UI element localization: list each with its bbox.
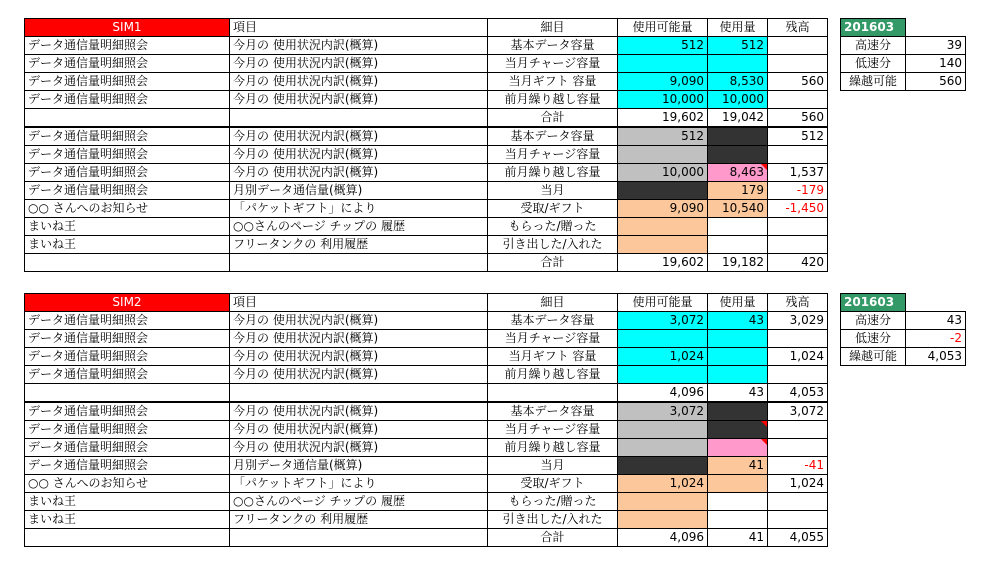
- table-row: [25, 439, 828, 457]
- table-row: [25, 73, 828, 91]
- table-cell[interactable]: [618, 457, 708, 475]
- table-row: [25, 475, 828, 493]
- table-cell[interactable]: [708, 475, 768, 493]
- table-cell[interactable]: 8,463: [708, 164, 768, 182]
- table-cell[interactable]: もらった/贈った: [488, 218, 618, 236]
- table-cell[interactable]: データ通信量明細照会: [25, 55, 230, 73]
- table-cell[interactable]: 4,053: [768, 384, 828, 403]
- table-cell[interactable]: 基本データ容量: [488, 312, 618, 330]
- table-cell[interactable]: [618, 236, 708, 254]
- table-cell[interactable]: 今月の 使用状況内訳(概算): [230, 73, 488, 91]
- table-cell[interactable]: 512: [618, 37, 708, 55]
- table-cell[interactable]: 今月の 使用状況内訳(概算): [230, 312, 488, 330]
- table-cell[interactable]: [768, 55, 828, 73]
- table-row: [25, 55, 828, 73]
- table-row: [25, 164, 828, 182]
- table-cell[interactable]: [768, 366, 828, 384]
- summary-value[interactable]: 4,053: [906, 348, 966, 366]
- table-cell[interactable]: 1,024: [768, 475, 828, 493]
- summary-label[interactable]: 繰越可能: [841, 348, 906, 366]
- column-header[interactable]: 使用可能量: [618, 294, 708, 312]
- table-cell[interactable]: [618, 421, 708, 439]
- table-cell[interactable]: 「パケットギフト」により: [230, 200, 488, 218]
- table-cell[interactable]: データ通信量明細照会: [25, 182, 230, 200]
- table-cell[interactable]: 基本データ容量: [488, 402, 618, 421]
- table-cell[interactable]: [708, 511, 768, 529]
- summary-label[interactable]: 高速分: [841, 37, 906, 55]
- table-cell[interactable]: 1,024: [618, 348, 708, 366]
- table-cell[interactable]: 今月の 使用状況内訳(概算): [230, 164, 488, 182]
- table-cell[interactable]: [25, 384, 230, 403]
- table-cell[interactable]: 当月チャージ容量: [488, 146, 618, 164]
- table-cell[interactable]: [708, 127, 768, 146]
- table-cell[interactable]: [618, 146, 708, 164]
- table-cell[interactable]: [708, 330, 768, 348]
- table-cell[interactable]: 前月繰り越し容量: [488, 91, 618, 109]
- table-row: [25, 91, 828, 109]
- table-cell[interactable]: 1,024: [768, 348, 828, 366]
- table-cell[interactable]: 「パケットギフト」により: [230, 475, 488, 493]
- sim2-summary-table: [840, 293, 966, 366]
- sim1-table: [24, 18, 828, 272]
- table-cell[interactable]: 10,540: [708, 200, 768, 218]
- table-cell[interactable]: [230, 384, 488, 403]
- summary-title: 201603: [841, 19, 906, 37]
- table-cell[interactable]: 当月チャージ容量: [488, 55, 618, 73]
- sim1-summary-table: [840, 18, 966, 91]
- table-cell[interactable]: [708, 366, 768, 384]
- table-cell[interactable]: 合計: [488, 109, 618, 128]
- column-header[interactable]: 細目: [488, 19, 618, 37]
- column-header[interactable]: 使用量: [708, 294, 768, 312]
- table-cell[interactable]: 1,024: [618, 475, 708, 493]
- table-cell[interactable]: [708, 439, 768, 457]
- table-cell[interactable]: データ通信量明細照会: [25, 127, 230, 146]
- table-cell[interactable]: 当月チャージ容量: [488, 421, 618, 439]
- table-cell[interactable]: 19,602: [618, 254, 708, 272]
- table-cell[interactable]: 前月繰り越し容量: [488, 366, 618, 384]
- summary-title-row: [841, 294, 966, 312]
- table-row: [25, 218, 828, 236]
- table-row: [25, 37, 828, 55]
- table-row: [25, 511, 828, 529]
- table-row: [25, 312, 828, 330]
- sim2-table: [24, 293, 828, 547]
- summary-label[interactable]: 繰越可能: [841, 73, 906, 91]
- table-row: [25, 200, 828, 218]
- table-cell[interactable]: 基本データ容量: [488, 127, 618, 146]
- table-cell[interactable]: [230, 529, 488, 547]
- column-header[interactable]: 残高: [768, 19, 828, 37]
- table-row: [25, 127, 828, 146]
- table-cell[interactable]: 4,096: [618, 384, 708, 403]
- summary-label[interactable]: 低速分: [841, 55, 906, 73]
- table-cell[interactable]: 前月繰り越し容量: [488, 164, 618, 182]
- table-cell[interactable]: [768, 91, 828, 109]
- total-row: [25, 384, 828, 403]
- table-cell[interactable]: 10,000: [618, 164, 708, 182]
- table-cell[interactable]: もらった/贈った: [488, 493, 618, 511]
- table-cell[interactable]: データ通信量明細照会: [25, 312, 230, 330]
- table-cell[interactable]: [708, 421, 768, 439]
- table-cell[interactable]: [618, 218, 708, 236]
- table-cell[interactable]: 当月ギフト 容量: [488, 73, 618, 91]
- table-cell[interactable]: [768, 439, 828, 457]
- column-header[interactable]: 項目: [230, 19, 488, 37]
- table-cell[interactable]: 560: [768, 73, 828, 91]
- table-cell[interactable]: 受取/ギフト: [488, 475, 618, 493]
- table-cell[interactable]: [230, 254, 488, 272]
- table-cell[interactable]: 今月の 使用状況内訳(概算): [230, 146, 488, 164]
- table-cell[interactable]: [768, 146, 828, 164]
- table-cell[interactable]: -41: [768, 457, 828, 475]
- summary-value[interactable]: 43: [906, 312, 966, 330]
- header-row: [25, 294, 828, 312]
- table-cell[interactable]: [708, 348, 768, 366]
- summary-row: [841, 37, 966, 55]
- table-cell[interactable]: [768, 511, 828, 529]
- summary-row: [841, 312, 966, 330]
- table-cell[interactable]: 19,182: [708, 254, 768, 272]
- table-cell[interactable]: [618, 330, 708, 348]
- table-cell[interactable]: フリータンクの 利用履歴: [230, 236, 488, 254]
- summary-value[interactable]: 560: [906, 73, 966, 91]
- table-row: [25, 146, 828, 164]
- table-cell[interactable]: ○○ さんへのお知らせ: [25, 200, 230, 218]
- table-cell[interactable]: [768, 236, 828, 254]
- table-cell[interactable]: 8,530: [708, 73, 768, 91]
- table-cell[interactable]: 今月の 使用状況内訳(概算): [230, 348, 488, 366]
- table-cell[interactable]: 10,000: [708, 91, 768, 109]
- column-header[interactable]: 細目: [488, 294, 618, 312]
- table-cell[interactable]: データ通信量明細照会: [25, 348, 230, 366]
- table-cell[interactable]: 引き出した/入れた: [488, 236, 618, 254]
- table-cell[interactable]: 9,090: [618, 200, 708, 218]
- table-cell[interactable]: データ通信量明細照会: [25, 37, 230, 55]
- column-header[interactable]: 残高: [768, 294, 828, 312]
- summary-value[interactable]: 140: [906, 55, 966, 73]
- table-cell[interactable]: -1,450: [768, 200, 828, 218]
- table-row: [25, 493, 828, 511]
- table-cell[interactable]: 19,602: [618, 109, 708, 128]
- table-cell[interactable]: [768, 218, 828, 236]
- table-cell[interactable]: [618, 493, 708, 511]
- table-cell[interactable]: 今月の 使用状況内訳(概算): [230, 366, 488, 384]
- table-cell[interactable]: [618, 511, 708, 529]
- table-cell[interactable]: データ通信量明細照会: [25, 91, 230, 109]
- summary-row: [841, 73, 966, 91]
- column-header[interactable]: 使用量: [708, 19, 768, 37]
- column-header[interactable]: 項目: [230, 294, 488, 312]
- table-cell[interactable]: [708, 146, 768, 164]
- table-cell[interactable]: 3,072: [618, 402, 708, 421]
- table-cell[interactable]: 43: [708, 384, 768, 403]
- table-cell[interactable]: データ通信量明細照会: [25, 402, 230, 421]
- table-cell[interactable]: [25, 529, 230, 547]
- table-cell[interactable]: 4,096: [618, 529, 708, 547]
- table-row: [25, 330, 828, 348]
- table-cell[interactable]: 560: [768, 109, 828, 128]
- table-cell[interactable]: 512: [768, 127, 828, 146]
- table-row: [25, 366, 828, 384]
- table-cell[interactable]: まいね王: [25, 511, 230, 529]
- table-cell[interactable]: [488, 384, 618, 403]
- table-cell[interactable]: 3,029: [768, 312, 828, 330]
- summary-value[interactable]: 39: [906, 37, 966, 55]
- table-cell[interactable]: 基本データ容量: [488, 37, 618, 55]
- table-cell[interactable]: [768, 37, 828, 55]
- summary-value[interactable]: -2: [906, 330, 966, 348]
- table-cell[interactable]: 41: [708, 529, 768, 547]
- table-cell[interactable]: 今月の 使用状況内訳(概算): [230, 439, 488, 457]
- table-cell[interactable]: [708, 236, 768, 254]
- table-row: [25, 348, 828, 366]
- table-cell[interactable]: [618, 182, 708, 200]
- table-cell[interactable]: 512: [708, 37, 768, 55]
- table-cell[interactable]: 今月の 使用状況内訳(概算): [230, 330, 488, 348]
- table-cell[interactable]: [230, 109, 488, 128]
- total-row: [25, 529, 828, 547]
- summary-title: 201603: [841, 294, 906, 312]
- table-cell[interactable]: 3,072: [768, 402, 828, 421]
- table-cell[interactable]: 当月: [488, 457, 618, 475]
- table-cell[interactable]: 10,000: [618, 91, 708, 109]
- table-cell[interactable]: 当月: [488, 182, 618, 200]
- table-cell[interactable]: 月別データ通信量(概算): [230, 182, 488, 200]
- table-cell[interactable]: 受取/ギフト: [488, 200, 618, 218]
- table-cell[interactable]: データ通信量明細照会: [25, 366, 230, 384]
- table-row: [25, 182, 828, 200]
- table-row: [25, 402, 828, 421]
- table-cell[interactable]: [25, 254, 230, 272]
- table-cell[interactable]: データ通信量明細照会: [25, 146, 230, 164]
- summary-row: [841, 348, 966, 366]
- table-cell[interactable]: 合計: [488, 529, 618, 547]
- table-cell[interactable]: 今月の 使用状況内訳(概算): [230, 421, 488, 439]
- total-row: [25, 109, 828, 128]
- blank-cell: [906, 294, 966, 312]
- table-cell[interactable]: [618, 55, 708, 73]
- table-cell[interactable]: まいね王: [25, 218, 230, 236]
- summary-row: [841, 55, 966, 73]
- table-cell[interactable]: データ通信量明細照会: [25, 421, 230, 439]
- column-header[interactable]: 使用可能量: [618, 19, 708, 37]
- table-cell[interactable]: 引き出した/入れた: [488, 511, 618, 529]
- table-cell[interactable]: 41: [708, 457, 768, 475]
- table-cell[interactable]: 合計: [488, 254, 618, 272]
- table-cell[interactable]: まいね王: [25, 236, 230, 254]
- total-row: [25, 254, 828, 272]
- table-cell[interactable]: ○○さんのページ チップの 履歴: [230, 218, 488, 236]
- summary-label[interactable]: 高速分: [841, 312, 906, 330]
- table-cell[interactable]: 420: [768, 254, 828, 272]
- summary-label[interactable]: 低速分: [841, 330, 906, 348]
- column-header[interactable]: SIM1: [25, 19, 230, 37]
- table-cell[interactable]: まいね王: [25, 493, 230, 511]
- table-cell[interactable]: [768, 421, 828, 439]
- table-cell[interactable]: 今月の 使用状況内訳(概算): [230, 91, 488, 109]
- table-row: [25, 421, 828, 439]
- header-row: [25, 19, 828, 37]
- table-cell[interactable]: 当月チャージ容量: [488, 330, 618, 348]
- table-cell[interactable]: [708, 402, 768, 421]
- table-cell[interactable]: フリータンクの 利用履歴: [230, 511, 488, 529]
- table-cell[interactable]: [708, 55, 768, 73]
- table-cell[interactable]: 9,090: [618, 73, 708, 91]
- table-cell[interactable]: 3,072: [618, 312, 708, 330]
- table-cell[interactable]: ○○さんのページ チップの 履歴: [230, 493, 488, 511]
- table-cell[interactable]: データ通信量明細照会: [25, 73, 230, 91]
- summary-title-row: [841, 19, 966, 37]
- table-cell[interactable]: [618, 439, 708, 457]
- summary-row: [841, 330, 966, 348]
- table-cell[interactable]: 前月繰り越し容量: [488, 439, 618, 457]
- table-cell[interactable]: [768, 493, 828, 511]
- table-cell[interactable]: 19,042: [708, 109, 768, 128]
- table-cell[interactable]: [768, 330, 828, 348]
- table-cell[interactable]: [708, 218, 768, 236]
- column-header[interactable]: SIM2: [25, 294, 230, 312]
- table-cell[interactable]: 当月ギフト 容量: [488, 348, 618, 366]
- table-cell[interactable]: データ通信量明細照会: [25, 439, 230, 457]
- table-cell[interactable]: [25, 109, 230, 128]
- table-row: [25, 236, 828, 254]
- table-cell[interactable]: データ通信量明細照会: [25, 330, 230, 348]
- table-cell[interactable]: 月別データ通信量(概算): [230, 457, 488, 475]
- table-cell[interactable]: 今月の 使用状況内訳(概算): [230, 402, 488, 421]
- table-cell[interactable]: [618, 366, 708, 384]
- table-row: [25, 457, 828, 475]
- table-cell[interactable]: データ通信量明細照会: [25, 457, 230, 475]
- table-cell[interactable]: 今月の 使用状況内訳(概算): [230, 37, 488, 55]
- table-cell[interactable]: 1,537: [768, 164, 828, 182]
- table-cell[interactable]: 4,055: [768, 529, 828, 547]
- table-cell[interactable]: データ通信量明細照会: [25, 164, 230, 182]
- table-cell[interactable]: ○○ さんへのお知らせ: [25, 475, 230, 493]
- table-cell[interactable]: 43: [708, 312, 768, 330]
- blank-cell: [906, 19, 966, 37]
- table-cell[interactable]: -179: [768, 182, 828, 200]
- table-cell[interactable]: 今月の 使用状況内訳(概算): [230, 127, 488, 146]
- table-cell[interactable]: 512: [618, 127, 708, 146]
- table-cell[interactable]: 今月の 使用状況内訳(概算): [230, 55, 488, 73]
- table-cell[interactable]: 179: [708, 182, 768, 200]
- table-cell[interactable]: [708, 493, 768, 511]
